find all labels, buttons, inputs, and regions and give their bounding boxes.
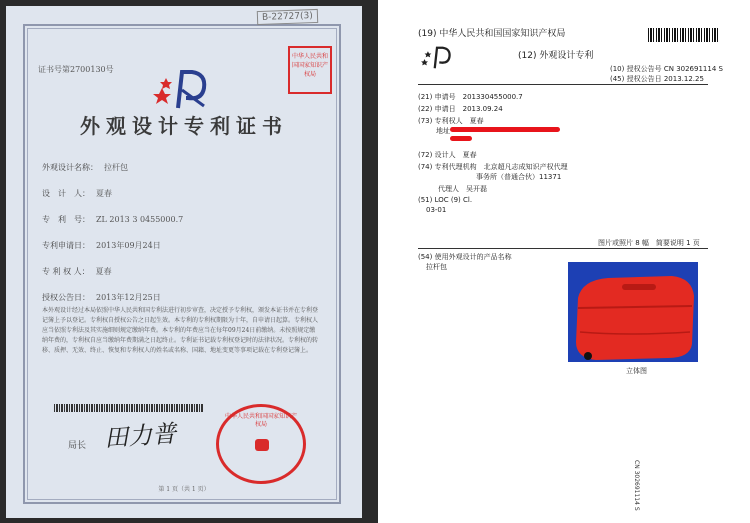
field-design-name: 外观设计名称： 拉杆包 [42,163,128,172]
loc-classification: (51) LOC (9) Cl. [418,196,473,204]
emblem-icon [255,439,269,451]
grant-date-row: (45) 授权公告日 2013.12.25 [610,75,704,83]
field-patentee: 专 利 权 人： 夏春 [42,267,112,276]
loc-value: 03-01 [426,206,447,214]
trolley-bag-image [568,262,698,362]
agency-row-2: 事务所（普通合伙）11371 [476,173,562,181]
divider [418,84,708,85]
office-header: (19) 中华人民共和国国家知识产权局 [418,29,566,39]
redacted-address-line [450,136,472,141]
agency-row: (74) 专利代理机构 北京超凡志成知识产权代理 [418,163,568,171]
field-application-date: 专利申请日： 2013年09月24日 [42,241,161,250]
director-signature: 田力普 [103,419,178,453]
application-number-row: (21) 申请号 201330455000.7 [418,93,523,101]
scan-note: B-22727(3) [257,9,318,25]
field-grant-date: 授权公告日： 2013年12月25日 [42,293,161,302]
certificate-number: 证书号第2700130号 [38,65,114,74]
certificate-barcode [54,404,204,412]
grant-number-row: (10) 授权公告号 CN 302691114 S [610,65,723,73]
product-name-label: (54) 使用外观设计的产品名称 [418,253,512,261]
certificate-page [6,6,362,518]
agent-row: 代理人 吴开磊 [438,185,487,193]
patent-type: (12) 外观设计专利 [518,51,594,61]
certificate-title: 外观设计专利证书 [80,114,288,138]
patent-publication-page [378,0,750,523]
sipo-logo-icon [152,68,212,112]
side-publication-number: CN 302691114 S [633,460,640,511]
designer-row: (72) 设计人 夏春 [418,151,477,159]
address-label: 地址 [436,127,450,135]
photo-caption: 立体图 [626,367,647,375]
product-name: 拉杆包 [426,263,447,271]
application-date-row: (22) 申请日 2013.09.24 [418,105,503,113]
sipo-logo-icon [420,44,454,72]
redacted-address-line [450,127,560,132]
certificate-body-text: 本外观设计经过本局依照中华人民共和国专利法进行初步审查，决定授予专利权，颁发本证书并在专利登记簿上予以登记。专利权自授权公告之日起生效。本专利的专利权期限为十年，自申请日起算。专利权人应当依照专利法及其实施细则规定缴纳年费。本专利的年费应当在每年09月24日前缴纳。未按照规定缴纳年费的，专利权自应当缴纳年费期满之日起终止。专利证书记载专利权登记时的法律状况。专利权的转移、质押、无效、终止、恢复和专利权人的姓名或名称、国籍、地址变更等事项记载在专利登记簿上。 [42,307,319,354]
field-patent-number: 专 利 号： ZL 2013 3 0455000.7 [42,215,184,224]
director-label: 局长 [68,441,87,451]
small-red-stamp: 中华人民共和国国家知识产权局 [288,46,332,94]
publication-barcode [648,28,718,42]
official-seal: 中华人民共和国国家知识产权局 [216,404,306,484]
product-photo [568,262,698,362]
patentee-row: (73) 专利权人 夏春 [418,117,484,125]
page-number: 第 1 页（共 1 页） [158,486,210,493]
divider [418,248,708,249]
field-designer: 设 计 人： 夏春 [42,189,112,198]
figure-info: 图片或照片 8 幅 简要说明 1 页 [598,239,700,247]
